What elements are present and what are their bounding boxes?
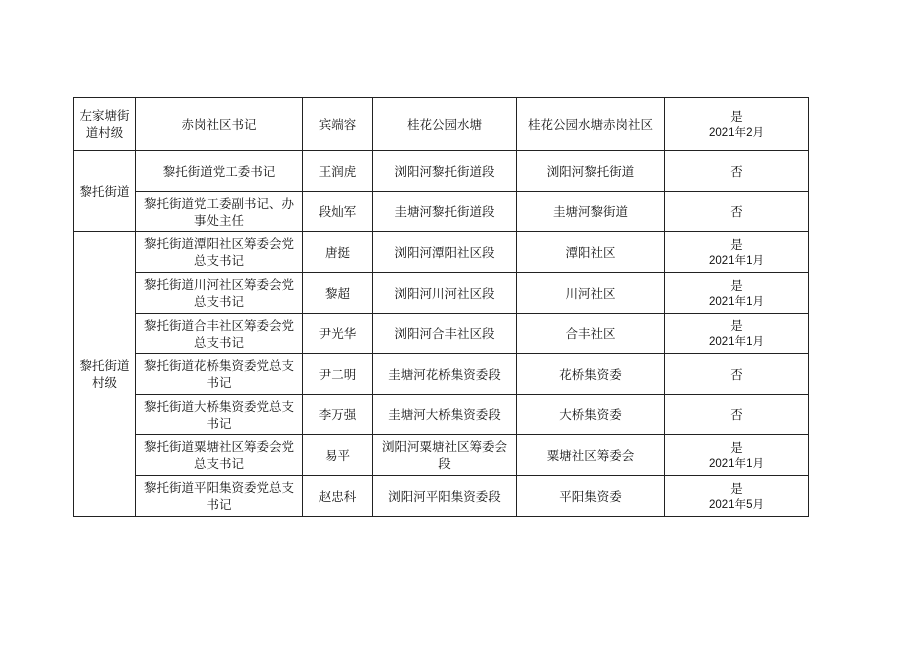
- post-cell: [136, 232, 303, 273]
- table-row: [74, 273, 809, 314]
- region-cell: [74, 232, 136, 517]
- status-cell: 否: [665, 151, 809, 192]
- river-section-cell: [373, 273, 517, 314]
- river-section-cell: [373, 98, 517, 151]
- river-section-cell: [373, 232, 517, 273]
- village-cell: 圭塘河黎街道: [517, 192, 665, 232]
- village-cell: 合丰社区: [517, 314, 665, 354]
- post-text: 书记: [206, 497, 232, 512]
- river-section-text: 圭塘河大桥集资委段: [388, 407, 501, 422]
- region-text: 村级: [91, 375, 117, 390]
- region-text: 黎托街道: [79, 358, 130, 373]
- post-text: 事处主任: [193, 212, 244, 228]
- post-text: 总支书记: [193, 253, 244, 268]
- status-cell: [665, 273, 809, 314]
- post-cell: [136, 273, 303, 314]
- status-text: 是: [730, 236, 743, 252]
- post-text: 黎托街道党工委书记: [162, 163, 276, 179]
- status-cell: 否: [665, 192, 809, 232]
- name-cell: 段灿军: [303, 192, 373, 232]
- river-chief-table: [73, 97, 809, 517]
- post-text: 黎托街道党工委副书记、办: [143, 195, 294, 211]
- river-section-cell: [373, 314, 517, 354]
- table-row: [74, 435, 809, 476]
- river-section-text: 浏阳河合丰社区段: [394, 326, 495, 341]
- river-section-text: 浏阳河粟塘社区筹委会: [381, 439, 507, 454]
- post-text: 书记: [206, 415, 232, 431]
- table-row: [74, 151, 809, 192]
- status-date: 2021年1月: [709, 295, 764, 308]
- table-row: [74, 476, 809, 517]
- post-cell: [136, 98, 303, 151]
- village-cell: 潭阳社区: [517, 232, 665, 273]
- river-section-text: 浏阳河川河社区段: [394, 285, 495, 301]
- status-text: 是: [730, 108, 743, 124]
- region-text: 左家塘街: [79, 108, 130, 123]
- village-cell: 花桥集资委: [517, 354, 665, 395]
- village-cell: 桂花公园水塘赤岗社区: [517, 98, 665, 151]
- post-cell: [136, 354, 303, 395]
- table-row: [74, 98, 809, 151]
- region-cell: [74, 98, 136, 151]
- status-text: 是: [730, 480, 743, 496]
- village-cell: 平阳集资委: [517, 476, 665, 517]
- river-section-cell: [373, 395, 517, 435]
- table-row: [74, 354, 809, 395]
- name-cell: 尹二明: [303, 354, 373, 395]
- river-section-cell: [373, 476, 517, 517]
- name-cell: 赵忠科: [303, 476, 373, 517]
- post-text: 总支书记: [193, 294, 244, 309]
- post-cell: [136, 314, 303, 354]
- post-cell: [136, 151, 303, 192]
- region-text: 黎托街道: [79, 183, 130, 199]
- post-text: 黎托街道粟塘社区筹委会党: [143, 439, 294, 454]
- river-section-text: 浏阳河潭阳社区段: [394, 244, 495, 260]
- post-text: 黎托街道合丰社区筹委会党: [143, 317, 294, 333]
- table-row: [74, 395, 809, 435]
- name-cell: 黎超: [303, 273, 373, 314]
- post-text: 总支书记: [193, 456, 244, 471]
- status-date: 2021年1月: [709, 254, 764, 267]
- post-text: 赤岗社区书记: [181, 116, 257, 132]
- village-cell: 大桥集资委: [517, 395, 665, 435]
- river-section-cell: [373, 435, 517, 476]
- table-row: [74, 314, 809, 354]
- river-section-text: 圭塘河黎托街道段: [394, 204, 495, 219]
- name-cell: 李万强: [303, 395, 373, 435]
- status-cell: [665, 435, 809, 476]
- status-date: 2021年2月: [709, 126, 764, 139]
- village-cell: 粟塘社区筹委会: [517, 435, 665, 476]
- status-cell: 否: [665, 354, 809, 395]
- post-text: 总支书记: [193, 334, 244, 350]
- status-date: 2021年1月: [709, 336, 764, 348]
- status-cell: 否: [665, 395, 809, 435]
- status-text: 是: [730, 277, 743, 293]
- status-text: 是: [730, 318, 743, 333]
- status-cell: [665, 314, 809, 354]
- region-cell: [74, 151, 136, 232]
- post-text: 黎托街道潭阳社区筹委会党: [143, 236, 294, 251]
- status-cell: [665, 232, 809, 273]
- post-text: 黎托街道川河社区筹委会党: [143, 277, 294, 292]
- name-cell: 易平: [303, 435, 373, 476]
- village-cell: 浏阳河黎托街道: [517, 151, 665, 192]
- region-text: 道村级: [85, 125, 124, 140]
- post-cell: [136, 395, 303, 435]
- river-section-text: 桂花公园水塘: [406, 116, 482, 132]
- river-section-text: 浏阳河平阳集资委段: [388, 488, 501, 504]
- village-cell: 川河社区: [517, 273, 665, 314]
- name-cell: 宾端容: [303, 98, 373, 151]
- post-cell: [136, 435, 303, 476]
- status-text: 是: [730, 439, 743, 455]
- post-text: 黎托街道平阳集资委党总支: [143, 480, 294, 495]
- river-section-text: 段: [438, 456, 451, 471]
- river-section-cell: [373, 151, 517, 192]
- name-cell: 王润虎: [303, 151, 373, 192]
- river-section-cell: [373, 192, 517, 232]
- status-cell: [665, 98, 809, 151]
- status-cell: [665, 476, 809, 517]
- name-cell: 唐挺: [303, 232, 373, 273]
- post-text: 黎托街道大桥集资委党总支: [143, 398, 294, 414]
- post-cell: [136, 476, 303, 517]
- name-cell: 尹光华: [303, 314, 373, 354]
- table-row: [74, 192, 809, 232]
- status-date: 2021年1月: [709, 457, 764, 470]
- post-text: 书记: [206, 375, 232, 390]
- table-row: [74, 232, 809, 273]
- post-cell: [136, 192, 303, 232]
- river-section-cell: [373, 354, 517, 395]
- post-text: 黎托街道花桥集资委党总支: [143, 358, 294, 373]
- status-date: 2021年5月: [709, 498, 764, 511]
- river-section-text: 圭塘河花桥集资委段: [388, 366, 501, 382]
- river-section-text: 浏阳河黎托街道段: [394, 163, 495, 179]
